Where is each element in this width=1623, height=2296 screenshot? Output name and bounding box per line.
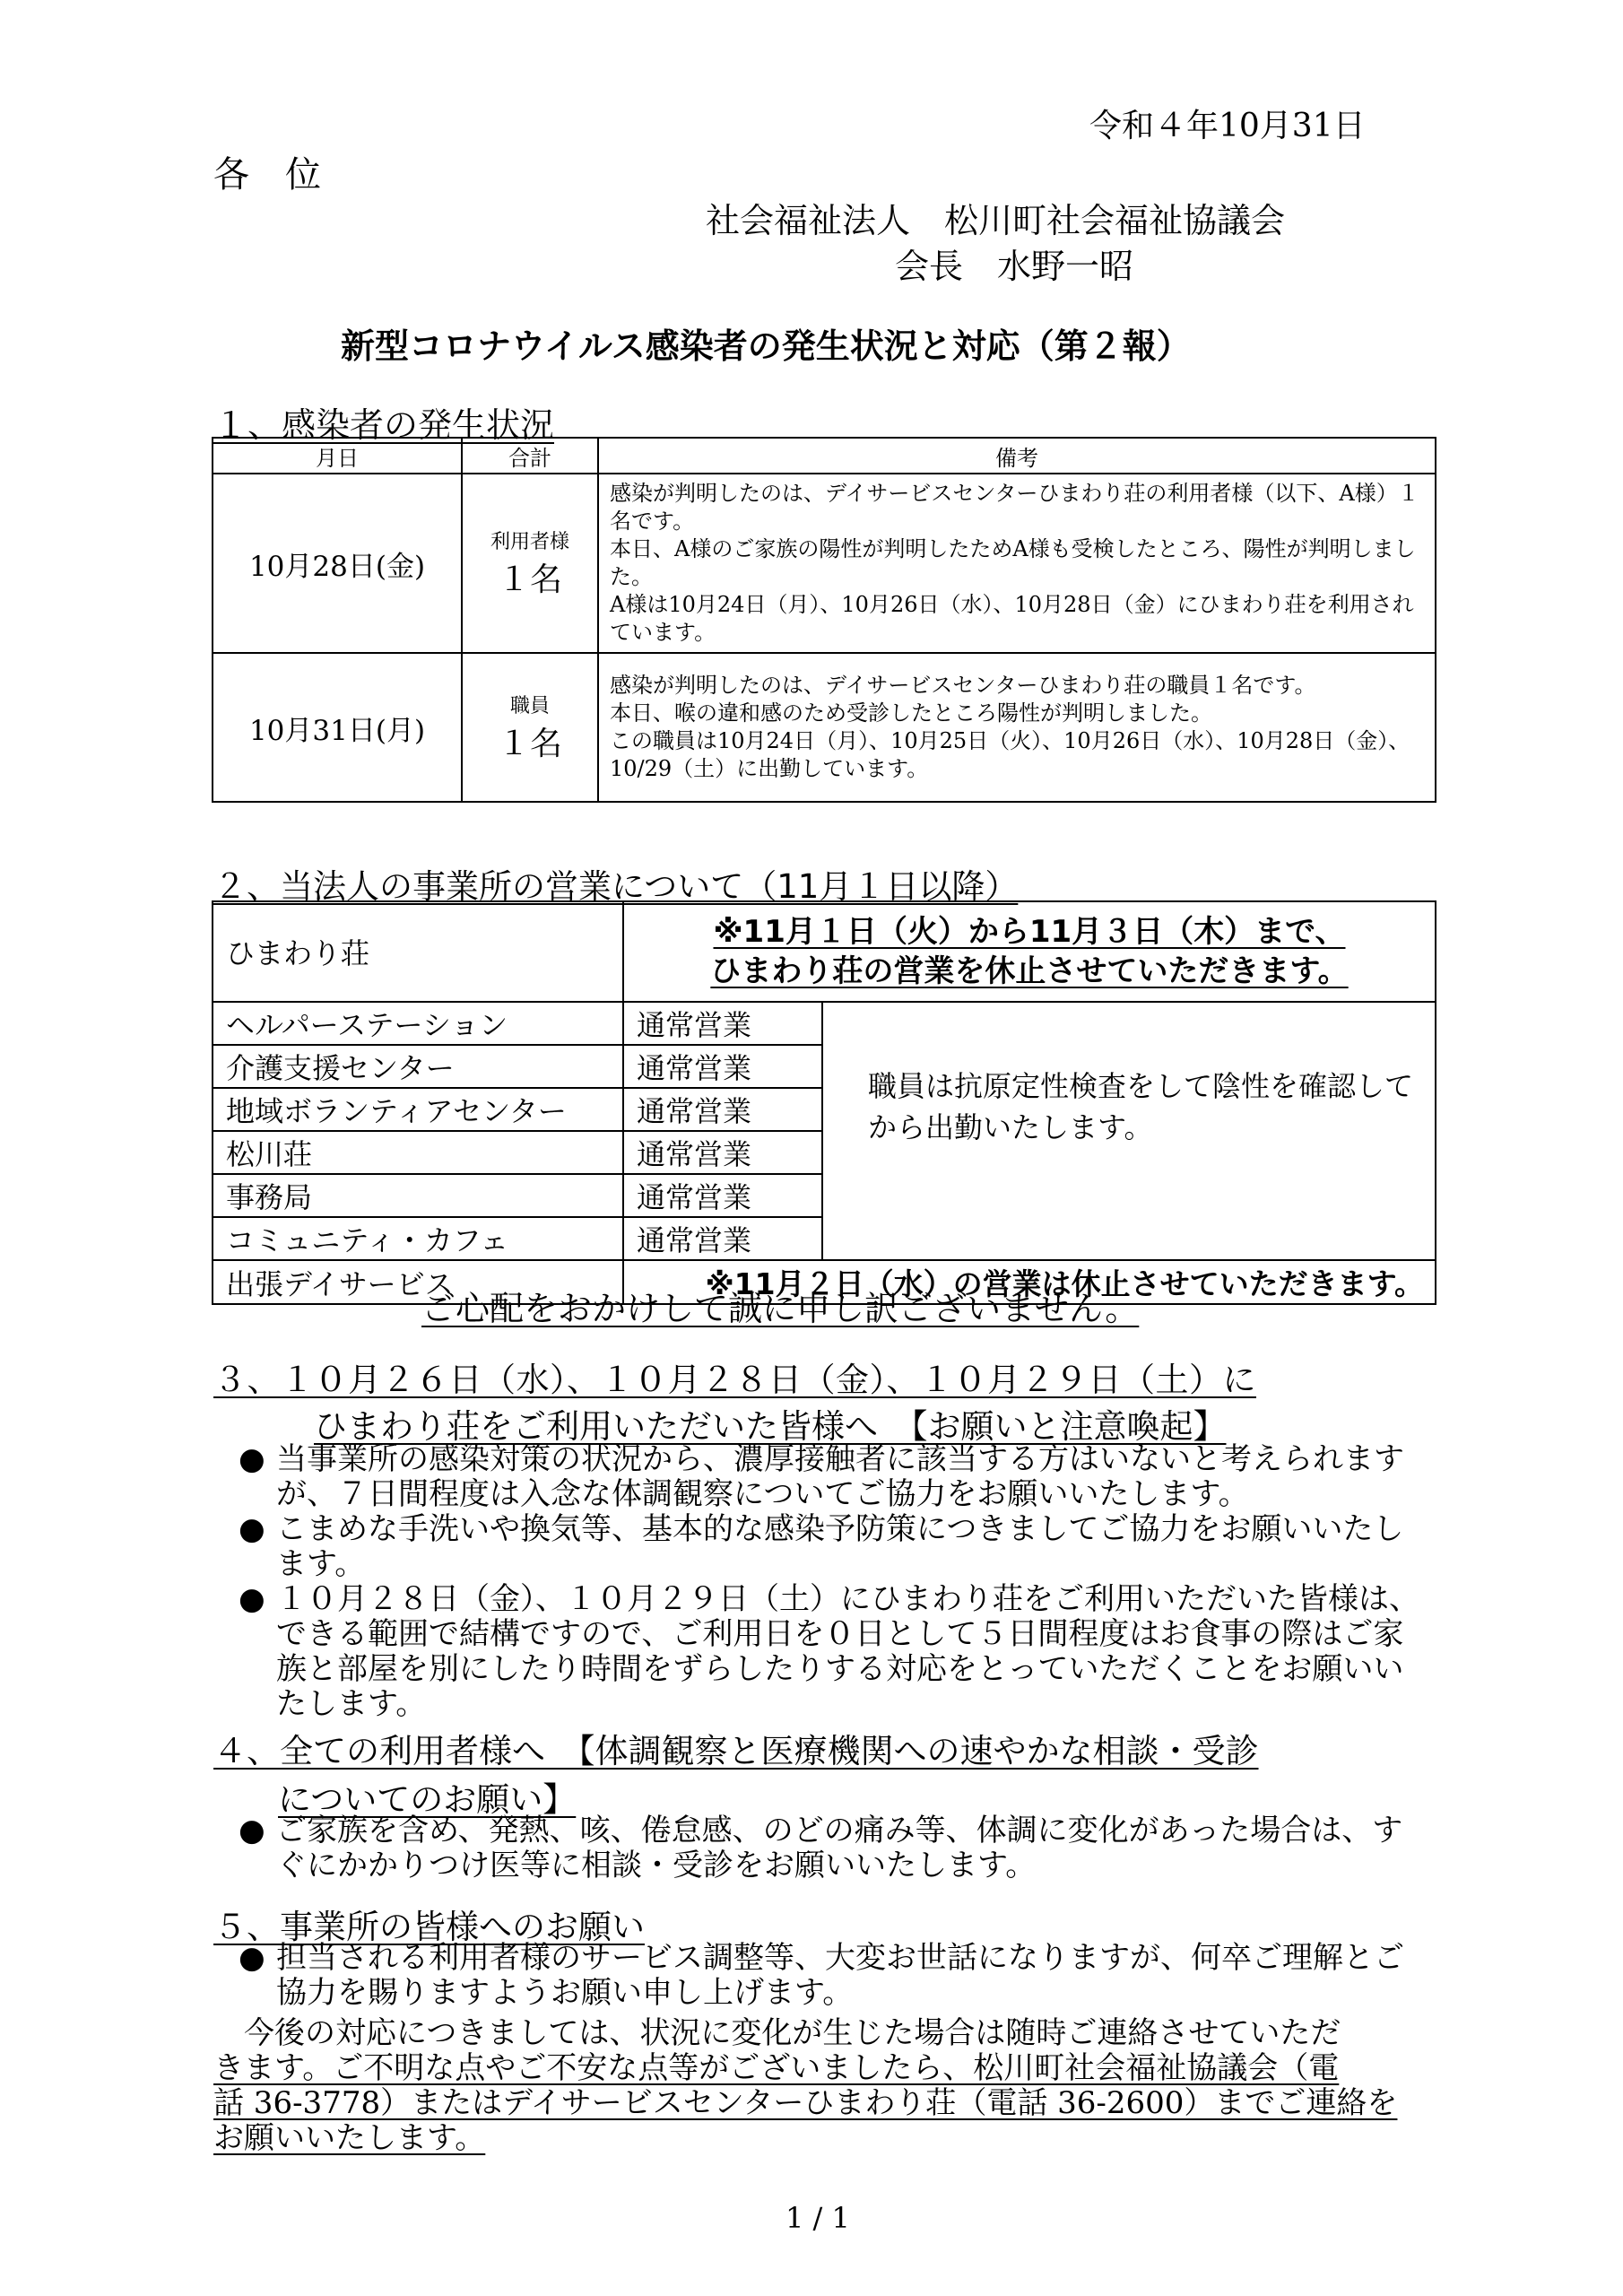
row-notes [598,474,1436,653]
row-total [462,474,598,653]
total-label: 利用者様 [490,531,569,553]
total-label: 職員 [509,695,550,718]
note-line: 本日、喉の違和感のため受診したところ陽性が判明しました。 [610,700,1212,726]
total-value: １名 [497,726,562,762]
closing-line: 話 36-3778）またはデイサービスセンターひまわり荘（電話 36-2600）までご連絡を [213,2085,1398,2121]
col-header-date: 月日 [213,438,462,474]
office-status: 通常営業 [623,1131,822,1174]
bullet-mark: ● [239,1511,265,1547]
section3-heading: ３、１０月２６日（水）、１０月２８日（金）、１０月２９日（土）に [213,1361,1256,1399]
staff-note-text: 職員は抗原定性検査をして陰性を確認してから出勤いたします。 [868,1069,1414,1144]
table-row [213,653,1436,802]
office-name: ひまわり荘 [213,901,623,1002]
bullet-text: こまめな手洗いや換気等、基本的な感染予防策につきましてご協力をお願いいたします。 [276,1511,1404,1582]
section2-heading: ２、当法人の事業所の営業について（11月１日以降） [213,867,1019,906]
table-row [213,1002,1436,1045]
infection-table [212,437,1436,803]
office-status: 通常営業 [623,1174,822,1217]
list-item [239,1511,1428,1582]
dispatch-notice: ※11月２日（水）の営業は休止させていただきます。 [623,1260,1436,1304]
row-date: 10月28日(金) [213,474,462,653]
row-date: 10月31日(月) [213,653,462,802]
list-item [239,1940,1428,2011]
closing-line: お願いいたします。 [213,2120,486,2156]
note-line: この職員は10月24日（月）、10月25日（火）、10月26日（水）、10月28日（金）、10/29（土）に出勤しています。 [610,728,1410,781]
bullet-mark: ● [239,1940,265,1976]
office-name: 介護支援センター [213,1045,623,1088]
closing-line: 今後の対応につきましては、状況に変化が生じた場合は随時ご連絡させていただ [244,2015,1341,2051]
col-header-notes: 備考 [598,438,1436,474]
section3-heading-line2: ひまわり荘をご利用いただいた皆様へ 【お願いと注意喚起】 [314,1407,1227,1446]
note-line: A様は10月24日（月）、10月26日（水）、10月28日（金）にひまわり荘を利用されています。 [610,592,1414,645]
date: 令和４年10月31日 [1089,108,1366,144]
office-table [212,900,1436,1305]
row-notes [598,653,1436,802]
section1-heading: １、感染者の発生状況 [213,405,555,445]
office-status: 通常営業 [623,1088,822,1131]
office-name: 松川荘 [213,1131,623,1174]
table-row [213,474,1436,653]
apology-text: ご心配をおかけして誠に申し訳ございません。 [421,1289,1140,1328]
office-name: コミュニティ・カフェ [213,1217,623,1260]
bullet-mark: ● [239,1441,265,1477]
closing-paragraph [213,2016,1433,2156]
bullet-text: 担当される利用者様のサービス調整等、大変お世話になりますが、何卒ご理解とご協力を賜りますようお願い申し上げます。 [276,1940,1404,2011]
note-line: 感染が判明したのは、デイサービスセンターひまわり荘の利用者様（以下、A様）１名です。 [610,481,1419,534]
himawari-notice [623,901,1436,1002]
bullet-text: ご家族を含め、発熱、咳、倦怠感、のどの痛み等、体調に変化があった場合は、すぐにかかりつけ医等に相談・受診をお願いいたします。 [276,1813,1403,1883]
bullet-text: １０月２８日（金）、１０月２９日（土）にひまわり荘をご利用いただいた皆様は、できる範囲で結構ですので、ご利用日を０日として５日間程度はお食事の際はご家族と部屋を別にしたり時間をずらしたりする対応をとっていただくことをお願いいたします。 [276,1581,1419,1722]
office-name: ヘルパーステーション [213,1002,623,1045]
notice-line: ※11月１日（火）から11月３日（木）まで、 [713,914,1346,950]
office-name: 事務局 [213,1174,623,1217]
organization-name: 社会福祉法人 松川町社会福祉協議会 [706,201,1286,240]
row-total [462,653,598,802]
office-name: 出張デイサービス [213,1260,623,1304]
office-status: 通常営業 [623,1217,822,1260]
section4-heading: ４、全ての利用者様へ 【体調観察と医療機関への速やかな相談・受診 [213,1732,1259,1770]
office-status: 通常営業 [623,1045,822,1088]
office-status: 通常営業 [623,1002,822,1045]
president-name: 会長 水野一昭 [895,247,1134,286]
section4-heading-line2: についてのお願い】 [278,1780,577,1819]
section5-heading: ５、事業所の皆様へのお願い [213,1908,645,1946]
note-line: 感染が判明したのは、デイサービスセンターひまわり荘の職員１名です。 [610,673,1316,698]
col-header-total: 合計 [462,438,598,474]
page-number: 1 / 1 [785,2201,850,2235]
bullet-mark: ● [239,1581,265,1617]
page-title: 新型コロナウイルス感染者の発生状況と対応（第２報） [341,326,1191,366]
list-item [239,1813,1428,1883]
total-value: １名 [497,561,562,598]
addressee: 各 位 [213,154,321,196]
office-name: 地域ボランティアセンター [213,1088,623,1131]
bullet-text: 当事業所の感染対策の状況から、濃厚接触者に該当する方はいないと考えられますが、７日間程度は入念な体調観察についてご協力をお願いいたします。 [276,1441,1404,1512]
list-item [239,1581,1428,1722]
staff-note [822,1002,1436,1260]
note-line: 本日、A様のご家族の陽性が判明したためA様も受検したところ、陽性が判明しました。 [610,536,1416,589]
list-item [239,1441,1428,1512]
closing-line: きます。ご不明な点やご不安な点等がございましたら、松川町社会福祉協議会（電 [213,2050,1340,2086]
notice-line: ひまわり荘の営業を休止させていただきます。 [710,953,1349,989]
bullet-mark: ● [239,1813,265,1848]
